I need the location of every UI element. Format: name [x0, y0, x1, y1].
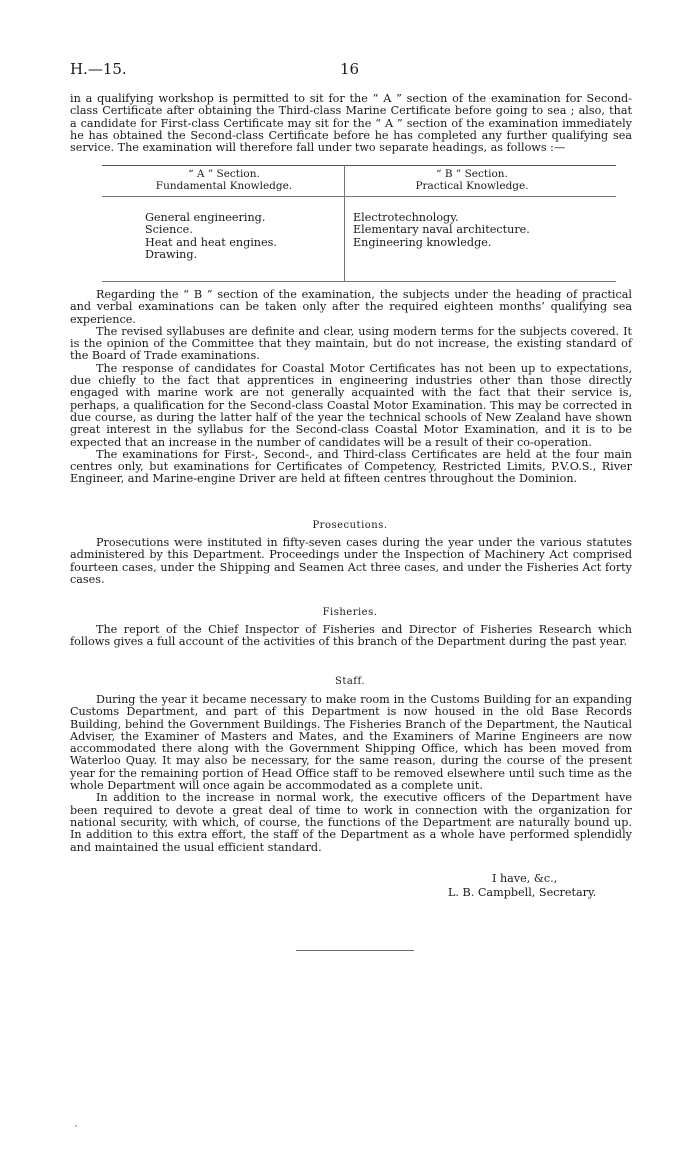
subject-item: General engineering. — [145, 211, 266, 224]
prosecutions-section — [70, 537, 632, 586]
paragraph: The revised syllabuses are definite and clear, using modern terms for the subjects covered. It is the opinion of the Committee that they maintain, but do not increase, the existing standard of the Board of Trade examinations. — [70, 324, 632, 363]
fisheries-section — [70, 624, 632, 649]
subject-item: Heat and heat engines. — [145, 235, 277, 249]
page-header — [70, 60, 630, 80]
table-header-rule — [102, 196, 616, 197]
table-top-rule — [102, 165, 616, 166]
section-a-title: “ A ” Section. — [188, 168, 260, 180]
subject-item: Science. — [145, 223, 193, 237]
scan-speck — [75, 1125, 77, 1127]
table-column-divider — [344, 165, 345, 281]
end-rule — [296, 950, 414, 951]
paragraph: The response of candidates for Coastal Motor Certificates has not been up to expectations, due chiefly to the fact that apprentices in engineering industries other than those directly engaged with marine work are not generally acquainted with the fact that their service is, perhaps, a qualification for the Second-class Coastal Motor Examination. This may be corrected in due course, as during the latter half of the year the technical schools of New Zealand have shown great interest in the syllabus for the Second-class Coastal Motor Examination, and it is to be expected that an increase in the number of candidates will be a result of their co-operation. — [70, 361, 632, 449]
section-a-header — [104, 169, 344, 192]
paragraph: Prosecutions were instituted in fifty-seven cases during the year under the various statutes administered by this Department. Proceedings under the Inspection of Machinery Act comprised fourteen cases, under the Shipping and Seamen Act three cases, and under the Fisheries Act forty cases. — [70, 536, 632, 586]
subject-item: Drawing. — [145, 248, 198, 262]
fisheries-heading: Fisheries. — [322, 607, 378, 618]
paragraph: The report of the Chief Inspector of Fisheries and Director of Fisheries Research which follows gives a full account of the activities of this branch of the Department during the past year. — [70, 623, 632, 649]
subject-item: Engineering knowledge. — [353, 235, 492, 249]
report-reference: H.—15. — [70, 60, 127, 78]
intro-paragraph — [70, 93, 632, 154]
section-b-title: “ B ” Section. — [436, 168, 508, 180]
intro-text: in a qualifying workshop is permitted to sit for the “ A ” section of the examination for Second-class Certificate after obtaining the Third-class Marine Certificate before going to sea ; also, that a candidate for First-class Certificate may sit for the “ A ” section of the examination immediately he has obtained the Second-class Certificate before he has completed any further qualifying sea service. The examination will therefore fall under two separate headings, as follows :— — [70, 92, 632, 155]
paragraph: Regarding the “ B ” section of the examination, the subjects under the heading of practical and verbal examinations can be taken only after the required eighteen months’ qualifying sea experience. — [70, 288, 632, 326]
table-bottom-rule — [102, 281, 616, 282]
paragraph: In addition to the increase in normal work, the executive officers of the Department have been required to devote a great deal of time to work in connection with the organization for national security, with which, of course, the functions of the Department are naturally bound up. In addition to this extra effort, the staff of the Department as a whole have performed splendidly and maintained the usual efficient standard. — [70, 791, 632, 854]
section-b-subjects — [353, 212, 530, 249]
subject-item: Elementary naval architecture. — [353, 223, 530, 237]
subject-item: Electrotechnology. — [353, 211, 459, 224]
staff-heading: Staff. — [334, 676, 366, 687]
prosecutions-heading: Prosecutions. — [312, 520, 388, 531]
closing-salutation: I have, &c., — [492, 872, 558, 885]
page-number: 16 — [340, 60, 360, 78]
paragraph: During the year it became necessary to make room in the Customs Building for an expanding Customs Department, and part of this Department is now housed in the old Base Records Building, behind the Government Buildings. The Fisheries Branch of the Department, the Nautical Adviser, the Examiner of Masters and Mates, and the Examiners of Marine Engineers are now accommodated there along with the Government Shipping Office, which has been moved from Waterloo Quay. It may also be necessary, for the same reason, during the course of the present year for the remaining portion of Head Office staff to be removed elsewhere until such time as the whole Department will once again be accommodated as a complete unit. — [70, 693, 632, 793]
section-b-subtitle: Practical Knowledge. — [415, 179, 529, 192]
section-a-subtitle: Fundamental Knowledge. — [155, 179, 293, 192]
exam-paragraphs — [70, 289, 632, 486]
exam-sections-table — [70, 165, 632, 285]
paragraph: The examinations for First-, Second-, and Third-class Certificates are held at the four main centres only, but examinations for Certificates of Competency, Restricted Limits, P.V.O.S., River Engineer, and Marine-engine Driver are held at fifteen centres throughout the Dominion. — [70, 447, 632, 486]
section-a-subjects — [145, 212, 277, 262]
section-b-header — [352, 169, 592, 192]
staff-section — [70, 694, 632, 854]
signature: L. B. Campbell, Secretary. — [448, 886, 597, 899]
